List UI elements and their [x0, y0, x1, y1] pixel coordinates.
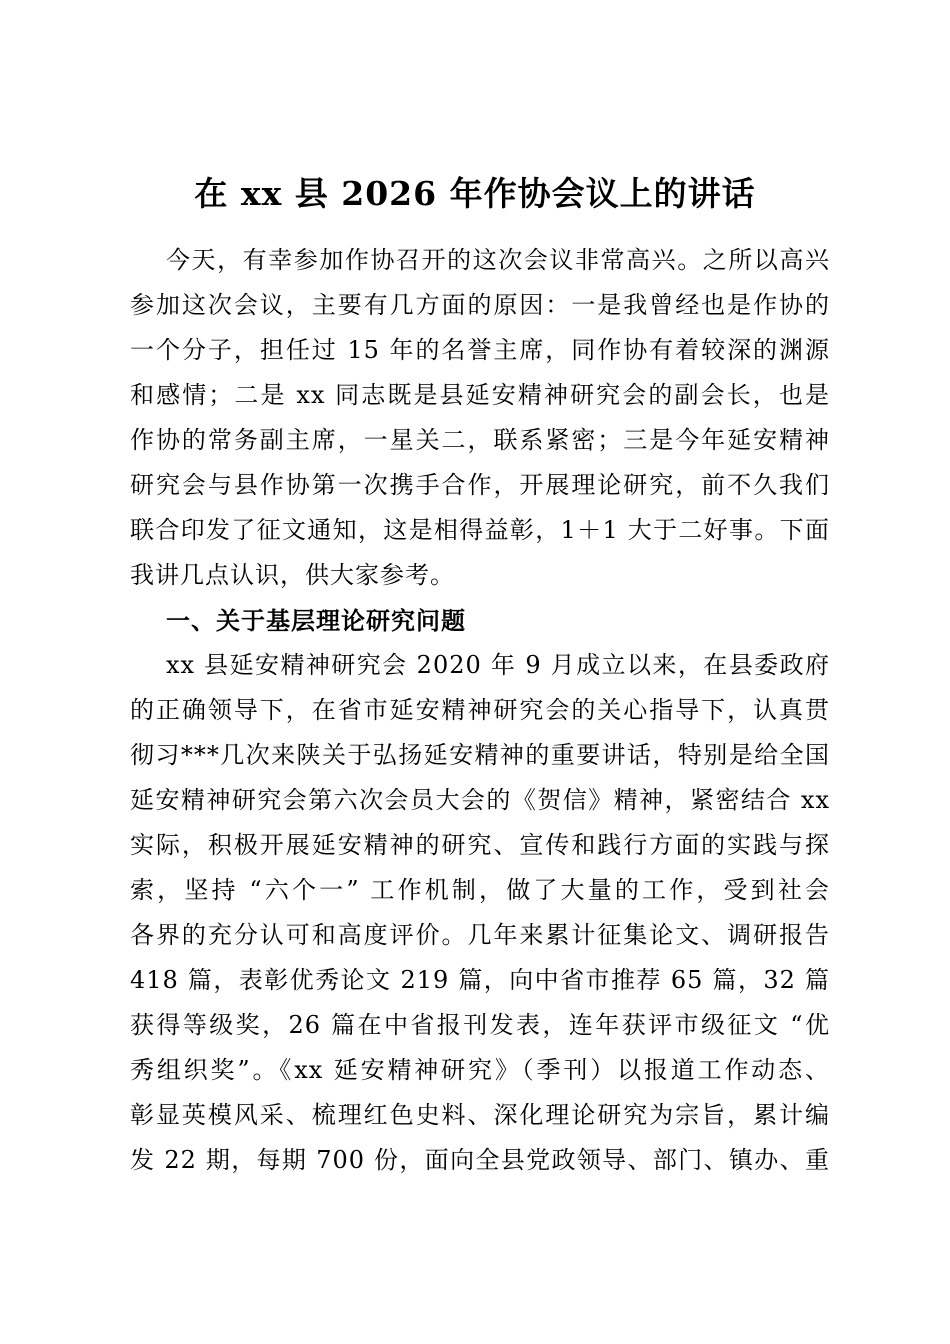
- paragraph-line: 延安精神研究会第六次会员大会的《贺信》精神，紧密结合 xx: [130, 786, 830, 814]
- paragraph-line: 今天，有幸参加作协召开的这次会议非常高兴。之所以高兴: [166, 246, 830, 274]
- paragraph-line: 的正确领导下，在省市延安精神研究会的关心指导下，认真贯: [130, 696, 830, 724]
- paragraph-line: 参加这次会议，主要有几方面的原因：一是我曾经也是作协的: [130, 291, 830, 319]
- paragraph-line: 索，坚持 “六个一” 工作机制，做了大量的工作，受到社会: [130, 876, 830, 904]
- paragraph-line: 作协的常务副主席，一星关二，联系紧密；三是今年延安精神: [130, 426, 830, 454]
- paragraph-line: 发 22 期，每期 700 份，面向全县党政领导、部门、镇办、重: [130, 1146, 830, 1174]
- paragraph-line: 418 篇，表彰优秀论文 219 篇，向中省市推荐 65 篇，32 篇: [130, 966, 830, 994]
- paragraph-section1: [130, 643, 830, 1183]
- document-title: 在 xx 县 2026 年作协会议上的讲话: [194, 174, 756, 213]
- paragraph-line: 彰显英模风采、梳理红色史料、深化理论研究为宗旨，累计编: [130, 1101, 830, 1129]
- paragraph-line: 联合印发了征文通知，这是相得益彰，1＋1 大于二好事。下面: [130, 516, 830, 544]
- document-body: [130, 238, 830, 1183]
- paragraph-line: 和感情；二是 xx 同志既是县延安精神研究会的副会长，也是: [130, 381, 830, 409]
- paragraph-line: 各界的充分认可和高度评价。几年来累计征集论文、调研报告: [130, 921, 830, 949]
- paragraph-line: 实际，积极开展延安精神的研究、宣传和践行方面的实践与探: [130, 831, 830, 859]
- paragraph-line: 秀组织奖”。《xx 延安精神研究》（季刊）以报道工作动态、: [130, 1056, 830, 1084]
- section-heading: 一、关于基层理论研究问题: [166, 606, 466, 635]
- paragraph-line: 一个分子，担任过 15 年的名誉主席，同作协有着较深的渊源: [130, 336, 830, 364]
- paragraph-line: 彻习***几次来陕关于弘扬延安精神的重要讲话，特别是给全国: [130, 741, 830, 769]
- paragraph-line: 我讲几点认识，供大家参考。: [130, 561, 455, 589]
- paragraph-line: xx 县延安精神研究会 2020 年 9 月成立以来，在县委政府: [166, 651, 830, 679]
- paragraph-line: 研究会与县作协第一次携手合作，开展理论研究，前不久我们: [130, 471, 830, 499]
- paragraph-line: 获得等级奖，26 篇在中省报刊发表，连年获评市级征文 “优: [130, 1011, 830, 1039]
- paragraph-intro: [130, 238, 830, 598]
